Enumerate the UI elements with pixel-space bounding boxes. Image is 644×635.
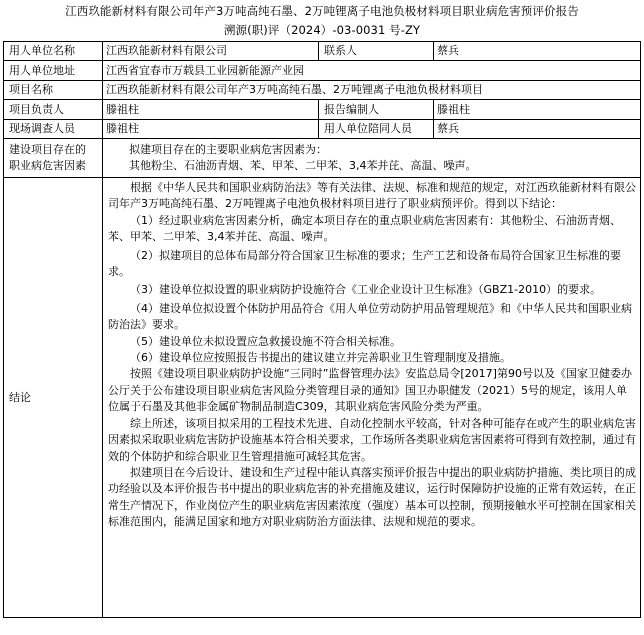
investigator-label: 现场调查人员 <box>4 120 103 139</box>
lead-label: 项目负责人 <box>4 100 103 120</box>
employer-row <box>4 42 641 61</box>
conclusion-item-6: （6）建设单位应按照报告书提出的建议建立并完善职业卫生管理制度及措施。 <box>130 351 511 365</box>
hazards-label-line2: 职业病危害因素 <box>9 159 86 172</box>
report-title <box>0 0 644 40</box>
conclusion-body <box>103 178 641 618</box>
conclusion-paragraph: 根据《中华人民共和国职业病防治法》等有关法律、法规、标准和规范的规定，对江西玖能新材料有限公司年产3万吨高纯石墨、2万吨锂离子电池负极材料项目进行了职业病预评价。得到以下结论： <box>108 181 636 211</box>
conclusion-final: 拟建项目在今后设计、建设和生产过程中能认真落实预评价报告中提出的职业病防护措施、类比项目的成功经验以及本评价报告书中提出的职业病危害的补充措施及建议，运行时保障防护设施的正常有效运转，在正常生产情况下，作业岗位产生的职业病危害因素浓度（强度）基本可以控制，预期接触水平可控制在国家相关标准范围内，能满足国家和地方对职业病防治方面法律、法规和规范的要求。 <box>108 465 636 529</box>
report-number: 溯源(职)评（2024）-03-0031 号-ZY <box>223 23 421 37</box>
investigator-value: 滕祖柱 <box>103 120 319 139</box>
hazards-value <box>103 139 641 178</box>
escort-label: 用人单位陪同人员 <box>319 120 434 139</box>
investigator-row <box>4 120 641 139</box>
report-title-line1: 江西玖能新材料有限公司年产3万吨高纯石墨、2万吨锂离子电池负极材料项目职业病危害预评价报告 <box>65 4 579 18</box>
compiler-label: 报告编制人 <box>319 100 434 120</box>
hazards-label-line1: 建设项目存在的 <box>9 143 86 156</box>
lead-row <box>4 100 641 120</box>
address-value: 江西省宜春市万载县工业园新能源产业园 <box>103 61 641 81</box>
conclusion-label: 结论 <box>4 178 103 618</box>
conclusion-item-2: （2）拟建项目的总体布局部分符合国家卫生标准的要求；生产工艺和设备布局符合国家卫生标准的要求。 <box>108 248 621 279</box>
hazards-label <box>4 139 103 178</box>
conclusion-row <box>4 178 641 618</box>
conclusion-risk-classification: 按照《建设项目职业病防护设施“三同时”监督管理办法》安监总局令[2017]第90号以及《国家卫健委办公厅关于公布建设项目职业病危害风险分类管理目录的通知》国卫办职健发（2021）5号的规定，该用人单位属于石墨及其他非金属矿物制品制造C309，其职业病危害风险分类为严重。 <box>108 367 632 414</box>
address-row <box>4 61 641 81</box>
hazards-list: 其他粉尘、石油沥青烟、苯、甲苯、二甲苯、3,4苯并芘、高温、噪声。 <box>129 159 477 172</box>
conclusion-summary: 综上所述，该项目拟采用的工程技术先进、自动化控制水平较高，针对各种可能存在或产生的职业病危害因素拟采取职业病危害防护设施基本符合相关要求，工作场所各类职业病危害因素将可得到有效控制，通过有效的个体防护和综合职业卫生管理措施可减轻其危害。 <box>108 416 636 463</box>
employer-label: 用人单位名称 <box>4 42 103 61</box>
hazards-intro: 拟建项目存在的主要职业病危害因素为： <box>129 143 327 156</box>
conclusion-item-5: （5）建设单位未拟设置应急救援设施不符合相关标准。 <box>130 334 401 348</box>
compiler-value: 滕祖柱 <box>434 100 641 120</box>
project-label: 项目名称 <box>4 81 103 100</box>
conclusion-item-3: （3）建设单位拟设置的职业病防护设施符合《工业企业设计卫生标准》（GBZ1-2010）的要求。 <box>130 283 602 297</box>
employer-value: 江西玖能新材料有限公司 <box>103 42 319 61</box>
address-label: 用人单位地址 <box>4 61 103 81</box>
conclusion-item-1: （1）经过职业病危害因素分析，确定本项目存在的重点职业病危害因素有：其他粉尘、石油沥青烟、苯、甲苯、二甲苯、3,4苯并芘、高温、噪声。 <box>108 213 621 244</box>
escort-value: 蔡兵 <box>434 120 641 139</box>
report-info-table <box>3 41 641 618</box>
conclusion-item-4: （4）建设单位拟设置个体防护用品符合《用人单位劳动防护用品管理规范》和《中华人民共和国职业病防治法》要求。 <box>108 301 632 332</box>
contact-value: 蔡兵 <box>434 42 641 61</box>
project-value: 江西玖能新材料有限公司年产3万吨高纯石墨、2万吨锂离子电池负极材料项目 <box>103 81 641 100</box>
lead-value: 滕祖柱 <box>103 100 319 120</box>
contact-label: 联系人 <box>319 42 434 61</box>
project-row <box>4 81 641 100</box>
hazards-row <box>4 139 641 178</box>
